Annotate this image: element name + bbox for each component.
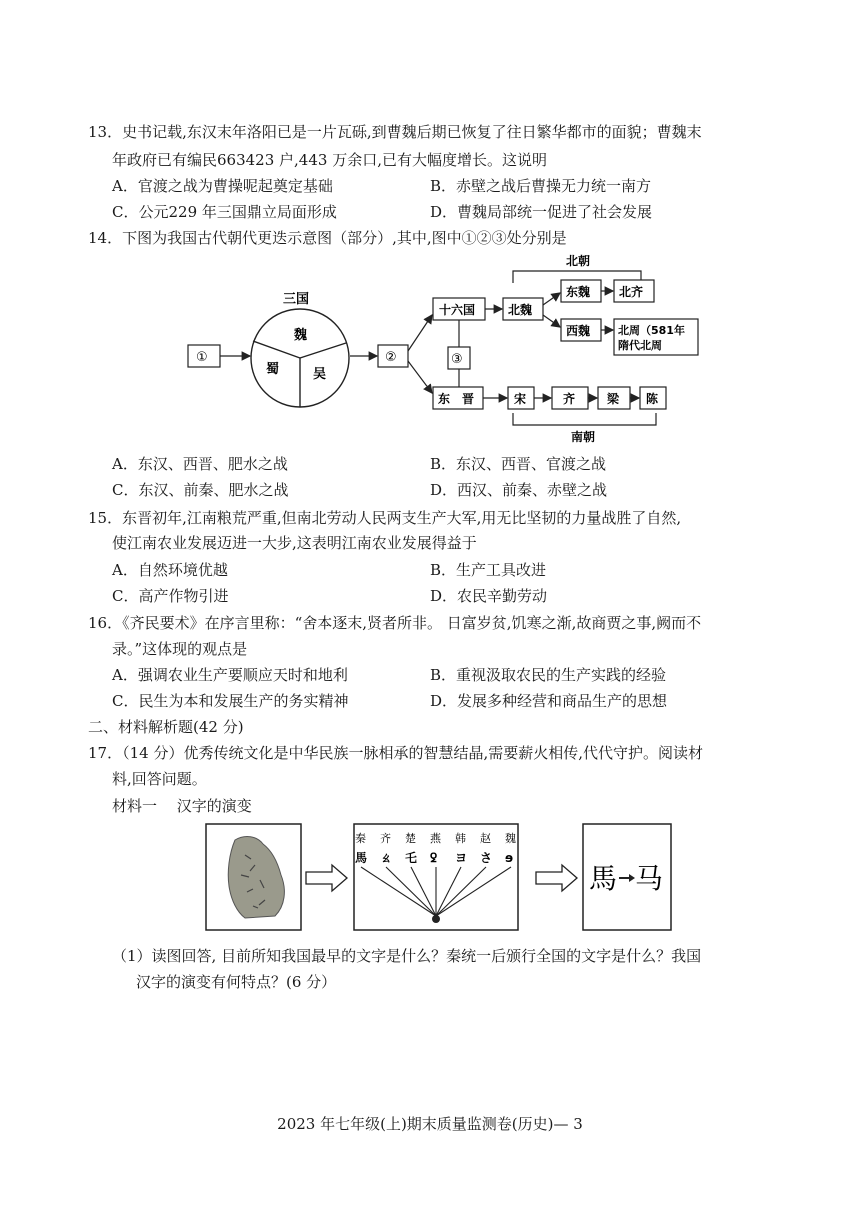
beiqi-label: 北齐 — [619, 285, 644, 299]
chen-label: 陈 — [646, 392, 659, 406]
south-dynasties-label: 南朝 — [571, 430, 596, 444]
q17-stem-line2: 料,回答问题。 — [112, 770, 207, 788]
q16-option-b: B．重视汲取农民的生产实践的经验 — [430, 666, 667, 684]
q16-stem-line1: 16．《齐民要术》在序言里称：“舍本逐末,贤者所非。 日富岁贫,饥寒之渐,故商贾之事,阙而不 — [88, 614, 702, 632]
dynasty-diagram — [180, 253, 720, 453]
beiwei-label: 北魏 — [508, 303, 533, 317]
q16-stem-line2: 录。”这体现的观点是 — [112, 640, 248, 658]
state-name-4: 韩 — [455, 832, 466, 845]
q17-sub1-line1: （1）读图回答, 目前所知我国最早的文字是什么？秦统一后颁行全国的文字是什么？我国 — [112, 947, 702, 965]
state-glyph-4: ヨ — [455, 851, 468, 865]
state-name-1: 齐 — [380, 832, 391, 845]
state-name-0: 秦 — [355, 832, 366, 845]
q17-sub1-line2: 汉字的演变有何特点？(6 分） — [136, 973, 337, 991]
q13-option-b: B．赤壁之战后曹操无力统一南方 — [430, 177, 652, 195]
q13-stem-line1: 13．史书记载,东汉末年洛阳已是一片瓦砾,到曹魏后期已恢复了往日繁华都市的面貌；曹魏末 — [88, 123, 702, 141]
state-name-2: 楚 — [405, 832, 416, 845]
q17-stem-line1: 17．（14 分）优秀传统文化是中华民族一脉相承的智慧结晶,需要薪火相传,代代守护。阅读材 — [88, 744, 703, 762]
q13-option-d: D．曹魏局部统一促进了社会发展 — [430, 203, 653, 221]
three-kingdoms-label: 三国 — [283, 292, 310, 307]
state-glyph-0: 馬 — [355, 851, 368, 865]
blank-box-3-label: ③ — [451, 352, 463, 367]
state-glyph-3: ꝿ — [430, 851, 438, 865]
q15-option-c: C．高产作物引进 — [112, 587, 229, 605]
beizhou-label-line1: 北周（581年 — [618, 324, 685, 337]
state-glyph-2: 乇 — [405, 851, 418, 865]
q15-option-d: D．农民辛勤劳动 — [430, 587, 548, 605]
q14-stem: 14．下图为我国古代朝代更迭示意图（部分）,其中,图中①②③处分别是 — [88, 229, 567, 247]
section-2-heading: 二、材料解析题(42 分) — [88, 718, 244, 736]
blank-box-1-label: ① — [196, 350, 208, 365]
q13-option-a: A．官渡之战为曹操呢起奠定基础 — [112, 177, 333, 195]
wei-label: 魏 — [294, 328, 308, 343]
north-dynasties-label: 北朝 — [566, 254, 591, 268]
q13-option-c: C．公元229 年三国鼎立局面形成 — [112, 203, 337, 221]
horse-simplified: 马 — [635, 862, 664, 895]
wu-label: 吴 — [313, 367, 327, 382]
q15-stem-line1: 15．东晋初年,江南粮荒严重,但南北劳动人民两支生产大军,用无比坚韧的力量战胜了自然, — [88, 509, 682, 527]
state-glyph-1: ㄠ — [380, 851, 393, 865]
shu-label: 蜀 — [266, 362, 280, 377]
fan-hub-icon — [432, 915, 440, 923]
q14-option-c: C．东汉、前秦、肥水之战 — [112, 481, 289, 499]
arrow-2-icon — [536, 865, 577, 891]
q15-option-b: B．生产工具改进 — [430, 561, 547, 579]
material-1-title: 材料一 汉字的演变 — [112, 797, 252, 815]
q13-stem-line2: 年政府已有编民663423 户,443 万余口,已有大幅度增长。这说明 — [112, 151, 547, 169]
beizhou-label-line2: 隋代北周 — [618, 339, 662, 352]
song-label: 宋 — [514, 392, 527, 406]
q16-option-a: A．强调农业生产要顺应天时和地利 — [112, 666, 348, 684]
character-evolution-figure — [205, 820, 675, 935]
q14-option-b: B．东汉、西晋、官渡之战 — [430, 455, 607, 473]
state-name-3: 燕 — [430, 832, 441, 845]
xiwei-label: 西魏 — [566, 324, 591, 338]
qi-label: 齐 — [563, 392, 576, 406]
q16-option-d: D．发展多种经营和商品生产的思想 — [430, 692, 668, 710]
arrow-1-icon — [306, 865, 347, 891]
sixteen-kingdoms-label: 十六国 — [439, 303, 476, 317]
state-glyph-6: ɘ — [505, 851, 514, 865]
q15-option-a: A．自然环境优越 — [112, 561, 228, 579]
q16-option-c: C．民生为本和发展生产的务实精神 — [112, 692, 349, 710]
q14-option-a: A．东汉、西晋、肥水之战 — [112, 455, 288, 473]
state-name-5: 赵 — [480, 832, 491, 845]
horse-traditional: 馬 — [589, 862, 618, 895]
dongjin-label: 东 晋 — [438, 392, 475, 406]
liang-label: 梁 — [607, 392, 620, 406]
q14-option-d: D．西汉、前秦、赤壁之战 — [430, 481, 608, 499]
dongwei-label: 东魏 — [566, 285, 591, 299]
state-glyph-5: さ — [480, 851, 493, 865]
state-name-6: 魏 — [505, 832, 516, 845]
page-footer: 2023 年七年级(上)期末质量监测卷(历史)— 3 — [277, 1115, 583, 1133]
q15-stem-line2: 使江南农业发展迈进一大步,这表明江南农业发展得益于 — [112, 534, 477, 552]
blank-box-2-label: ② — [385, 350, 397, 365]
